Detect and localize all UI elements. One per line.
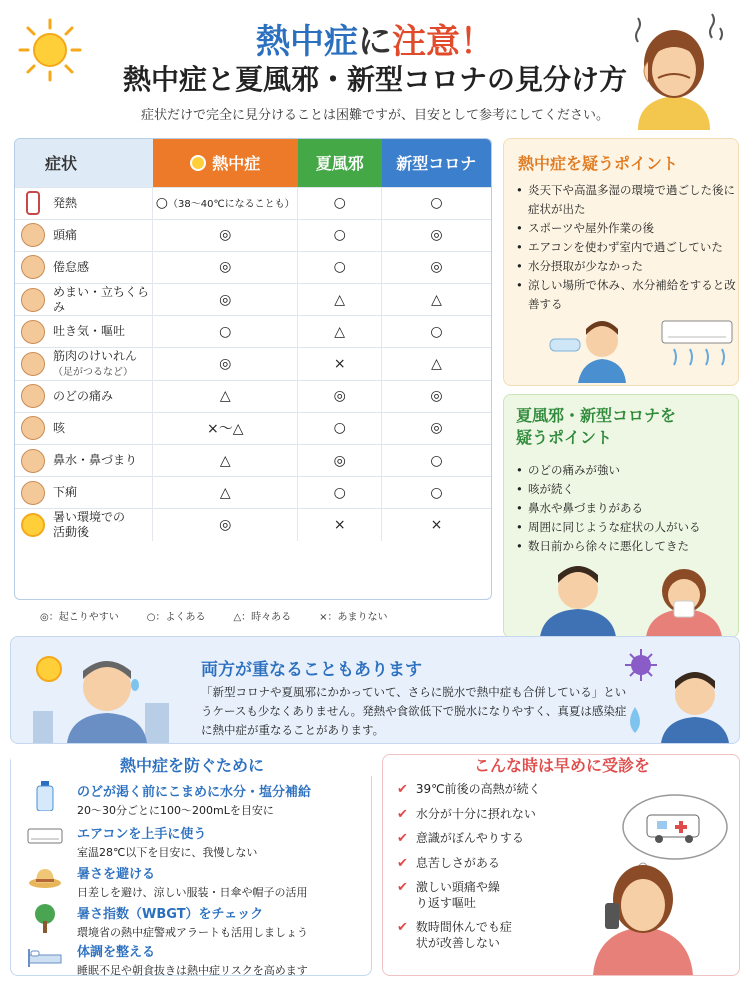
list-item	[397, 855, 567, 873]
nausea-icon	[21, 320, 45, 344]
frequency-symbol: △	[334, 291, 346, 308]
bed-icon	[27, 941, 63, 971]
see-doctor-title: こんな時は早めに受診を	[473, 756, 650, 775]
symptom-name: 頭痛	[53, 227, 78, 242]
heatstroke-cell	[153, 509, 298, 541]
woman-calling-ambulance-illustration	[573, 791, 735, 975]
frequency-symbol: ◎	[430, 227, 443, 244]
summer-cold-cell	[298, 412, 382, 444]
cramp-icon	[21, 352, 45, 376]
diarrhea-icon	[21, 481, 45, 505]
cold-covid-points-list	[516, 461, 736, 556]
symptom-name: 発熱	[53, 195, 78, 210]
frequency-symbol: ○	[430, 323, 443, 340]
frequency-symbol: ◎	[219, 227, 232, 244]
heatstroke-cell	[153, 348, 298, 380]
summer-cold-cell	[298, 477, 382, 509]
prevention-item	[27, 823, 367, 860]
prevention-item-body: 室温28℃以下を目安に、我慢しない	[77, 846, 258, 859]
symptom-name: 下痢	[53, 485, 78, 500]
heatstroke-points-list	[516, 181, 736, 314]
summer-cold-cell	[298, 509, 382, 541]
list-item: • 周囲に同じような症状の人がいる	[516, 518, 736, 537]
symptom-name-cell	[15, 251, 153, 283]
title-caution: 注意！	[392, 22, 494, 62]
check-text: 数時間休んでも症状が改善しない	[415, 919, 512, 950]
symptom-subnote: 活動後	[53, 525, 90, 540]
frequency-symbol: △	[334, 323, 346, 340]
frequency-symbol: ○	[155, 195, 168, 212]
heatstroke-cell	[153, 219, 298, 251]
heatstroke-points-box	[503, 138, 739, 386]
list-item	[397, 919, 567, 951]
covid-cell	[382, 380, 492, 412]
header-heatstroke-label: 熱中症	[212, 154, 261, 174]
table-legend	[40, 608, 388, 623]
fatigue-icon	[21, 255, 45, 279]
covid-cell	[382, 412, 492, 444]
overlap-box	[10, 636, 740, 744]
page-subtitle: 症状だけで完全に見分けることは困難ですが、目安として参考にしてください。	[140, 108, 609, 123]
check-icon: ✔	[397, 855, 408, 871]
summer-cold-cell	[298, 380, 382, 412]
check-icon: ✔	[397, 806, 408, 822]
thermometer-icon	[26, 191, 40, 215]
page-subtitle-title: 熱中症と夏風邪・新型コロナの見分け方	[122, 63, 627, 96]
list-item: • 炎天下や高温多湿の環境で過ごした後に症状が出た	[516, 181, 736, 219]
header-covid: 新型コロナ	[382, 139, 492, 187]
see-doctor-list	[397, 781, 567, 958]
frequency-symbol: ×	[430, 517, 443, 534]
table-row	[15, 187, 491, 219]
summer-cold-cell	[298, 316, 382, 348]
air-conditioner-icon	[27, 823, 63, 853]
frequency-symbol: ×	[333, 356, 346, 373]
frequency-symbol: △	[219, 484, 231, 501]
frequency-symbol: ○	[430, 484, 443, 501]
header-symptom: 症状	[15, 139, 153, 187]
table-row	[15, 509, 491, 541]
list-item: • エアコンを使わず室内で過ごしていた	[516, 238, 736, 257]
air-conditioner-illustration	[660, 319, 734, 375]
symptom-subnote: （足がつるなど）	[53, 366, 133, 378]
sun-icon	[21, 513, 45, 537]
runny-nose-icon	[21, 449, 45, 473]
prevention-item	[27, 903, 367, 940]
summer-cold-cell	[298, 284, 382, 316]
check-icon: ✔	[397, 782, 408, 797]
heatstroke-cell	[153, 187, 298, 219]
frequency-symbol: ○	[333, 195, 346, 212]
frequency-symbol: ○	[333, 259, 346, 276]
table-row	[15, 412, 491, 444]
covid-cell	[382, 477, 492, 509]
covid-cell	[382, 445, 492, 477]
symptom-name-cell	[15, 477, 153, 509]
list-item: • のどの痛みが強い	[516, 461, 736, 480]
check-text: 激しい頭痛や繰り返す嘔吐	[415, 880, 500, 911]
frequency-symbol: △	[431, 291, 442, 308]
check-icon: ✔	[397, 880, 408, 896]
overlap-title: 両方が重なることもあります	[201, 660, 422, 680]
heatstroke-cell	[153, 445, 298, 477]
covid-cell	[382, 284, 492, 316]
covid-cell	[382, 316, 492, 348]
sweating-man-illustration	[27, 645, 177, 743]
overlap-body: 「新型コロナや夏風邪にかかっていて、さらに脱水で熱中症も合併している」というケースも少なくありません。発熱や食欲低下で脱水になりやすく、真夏は感染症に熱中症が重なることがあります。	[201, 685, 627, 737]
cold-points-title-line1: 夏風邪・新型コロナを	[516, 406, 677, 425]
frequency-symbol: ◎	[219, 259, 232, 276]
legend-item: △：時々ある	[233, 612, 292, 623]
symptom-name: 鼻水・鼻づまり	[53, 453, 138, 468]
sick-people-illustration	[534, 559, 734, 637]
title-ni: に	[358, 22, 392, 62]
symptom-name-cell	[15, 284, 153, 316]
list-item	[397, 806, 567, 824]
frequency-symbol: ×～△	[206, 421, 244, 438]
summer-cold-cell	[298, 219, 382, 251]
frequency-symbol: △	[431, 356, 442, 373]
legend-item: ○：よくある	[146, 612, 206, 623]
frequency-symbol: ◎	[219, 291, 232, 308]
heatstroke-cell	[153, 284, 298, 316]
prevention-item-body: 環境省の熱中症警戒アラートも活用しましょう	[77, 926, 308, 939]
summer-cold-cell	[298, 251, 382, 283]
prevention-item-title: 暑さ指数（WBGT）をチェック	[77, 907, 264, 922]
frequency-symbol: ○	[333, 420, 346, 437]
table-row	[15, 316, 491, 348]
symptom-name: のどの痛み	[53, 388, 114, 403]
frequency-symbol: ◎	[219, 517, 232, 534]
virus-and-sick-man-illustration	[621, 647, 731, 743]
prevention-item	[27, 781, 367, 818]
covid-cell	[382, 348, 492, 380]
sore-throat-icon	[21, 384, 45, 408]
cold-points-title-line2: 疑うポイント	[516, 427, 613, 447]
heatstroke-cell	[153, 251, 298, 283]
check-text: 意識がぼんやりする	[415, 831, 524, 846]
frequency-symbol: ◎	[430, 259, 443, 276]
symptom-name-cell	[15, 412, 153, 444]
symptom-comparison-table	[14, 138, 492, 600]
table-row	[15, 251, 491, 283]
table-header-row	[15, 139, 491, 187]
heatstroke-cell	[153, 477, 298, 509]
symptom-name: 咳	[53, 420, 66, 435]
symptom-name-cell	[15, 219, 153, 251]
symptom-name-cell	[15, 348, 153, 380]
prevention-item-title: 暑さを避ける	[77, 867, 156, 882]
symptom-name-cell	[15, 509, 153, 541]
frequency-symbol: ◎	[430, 388, 443, 405]
frequency-symbol: ◎	[430, 420, 443, 437]
prevention-title: 熱中症を防ぐために	[11, 753, 373, 776]
frequency-symbol: △	[219, 388, 231, 405]
check-icon: ✔	[397, 831, 408, 847]
fever-range-note: （38～40℃になることも）	[168, 199, 295, 211]
check-text: 39℃前後の高熱が続く	[415, 782, 541, 796]
frequency-symbol: ○	[333, 484, 346, 501]
prevention-item-title: エアコンを上手に使う	[77, 827, 207, 842]
symptom-name-cell	[15, 187, 153, 219]
drinking-boy-illustration	[548, 317, 628, 383]
covid-cell	[382, 219, 492, 251]
check-text: 水分が十分に摂れない	[415, 806, 536, 821]
summer-cold-cell	[298, 348, 382, 380]
prevention-item	[27, 941, 367, 978]
cough-icon	[21, 416, 45, 440]
frequency-symbol: ○	[333, 227, 346, 244]
symptom-name-cell	[15, 445, 153, 477]
prevention-item-body: 睡眠不足や朝食抜きは熱中症リスクを高めます	[77, 964, 308, 977]
prevention-box	[10, 754, 372, 976]
prevention-item-body: 20～30分ごとに100～200mLを目安に	[77, 804, 274, 817]
table-row	[15, 445, 491, 477]
covid-cell	[382, 251, 492, 283]
title-heatstroke: 熱中症	[256, 22, 358, 62]
table-row	[15, 380, 491, 412]
frequency-symbol: ◎	[219, 356, 232, 373]
symptom-name: 倦怠感	[53, 259, 90, 274]
frequency-symbol: ◎	[333, 388, 346, 405]
list-item: • スポーツや屋外作業の後	[516, 219, 736, 238]
tree-icon	[27, 903, 63, 933]
sun-icon	[190, 155, 206, 171]
legend-item: ×：あまりない	[319, 612, 388, 623]
list-item: • 数日前から徐々に悪化してきた	[516, 537, 736, 556]
symptom-name: 暑い環境での	[53, 510, 126, 525]
table-row	[15, 348, 491, 380]
list-item: • 涼しい場所で休み、水分補給をすると改善する	[516, 276, 736, 314]
symptom-name: めまい・立ちくらみ	[53, 284, 150, 314]
check-text: 息苦しさがある	[415, 855, 500, 870]
covid-cell	[382, 187, 492, 219]
heatstroke-cell	[153, 412, 298, 444]
prevention-item-title: のどが渇く前にこまめに水分・塩分補給	[77, 785, 312, 800]
list-item: • 鼻水や鼻づまりがある	[516, 499, 736, 518]
table-row	[15, 219, 491, 251]
header-summer-cold: 夏風邪	[298, 139, 382, 187]
hat-icon	[27, 863, 63, 893]
list-item: • 水分摂取が少なかった	[516, 257, 736, 276]
water-bottle-icon	[27, 781, 63, 811]
list-item	[397, 781, 567, 799]
list-item: • 咳が続く	[516, 480, 736, 499]
list-item	[397, 830, 567, 848]
heatstroke-cell	[153, 380, 298, 412]
table-row	[15, 477, 491, 509]
heatstroke-points-title: 熱中症を疑うポイント	[518, 154, 679, 173]
hot-woman-illustration	[618, 8, 730, 130]
heatstroke-cell	[153, 316, 298, 348]
frequency-symbol: ○	[219, 323, 232, 340]
frequency-symbol: △	[219, 452, 231, 469]
frequency-symbol: ○	[430, 195, 443, 212]
prevention-item	[27, 863, 367, 900]
prevention-item-body: 日差しを避け、涼しい服装・日傘や帽子の活用	[77, 886, 308, 899]
cold-covid-points-title	[516, 405, 676, 448]
summer-cold-cell	[298, 187, 382, 219]
cold-covid-points-box	[503, 394, 739, 638]
symptom-name-cell	[15, 316, 153, 348]
symptom-name-cell	[15, 380, 153, 412]
list-item	[397, 879, 567, 911]
dizziness-icon	[21, 288, 45, 312]
prevention-item-title: 体調を整える	[77, 945, 156, 960]
check-icon: ✔	[397, 919, 408, 935]
headache-icon	[21, 223, 45, 247]
frequency-symbol: ◎	[333, 452, 346, 469]
table-row	[15, 284, 491, 316]
legend-item: ◎：起こりやすい	[40, 612, 119, 623]
symptom-name: 吐き気・嘔吐	[53, 324, 126, 339]
covid-cell	[382, 509, 492, 541]
header-heatstroke	[153, 139, 298, 187]
see-doctor-box	[382, 754, 740, 976]
frequency-symbol: ×	[333, 517, 346, 534]
symptom-name: 筋肉のけいれん	[53, 348, 138, 363]
summer-cold-cell	[298, 445, 382, 477]
frequency-symbol: ○	[430, 452, 443, 469]
